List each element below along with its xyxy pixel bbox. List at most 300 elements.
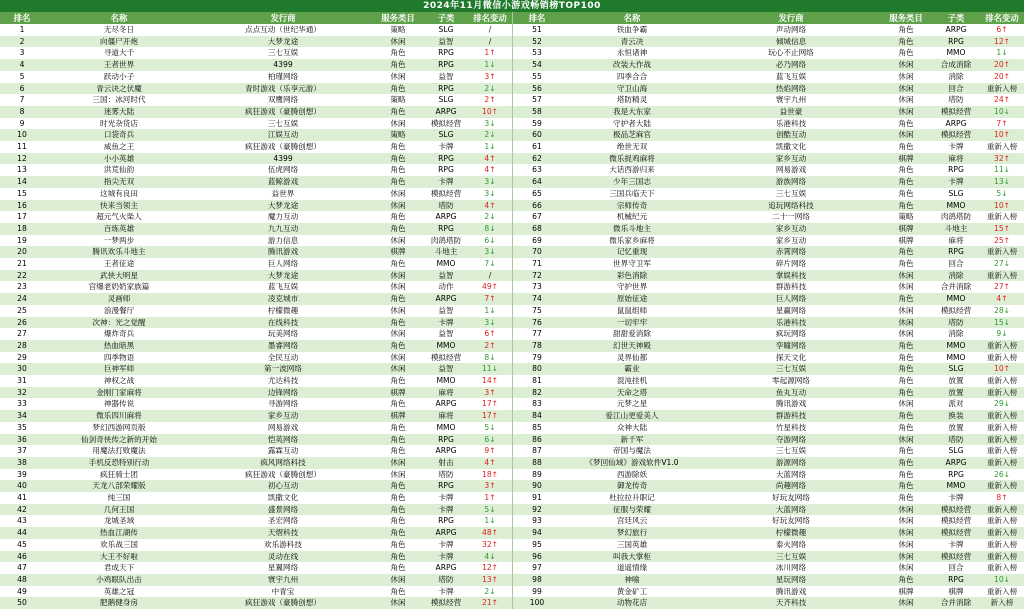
cell-publisher: 游力信息 (267, 235, 299, 245)
cell-category: 休闲 (390, 36, 406, 46)
cell-name-right: 世界守卫军 (613, 259, 651, 268)
cell-change: 32↑ (481, 539, 499, 549)
cell-name: 疯狂骑士团 (100, 469, 138, 479)
cell-rank: 31 (17, 376, 27, 385)
header-publisher-right: 发行商 (778, 13, 804, 23)
cell-publisher-right: 碎片网络 (775, 259, 807, 268)
cell-publisher: 4399 (273, 153, 293, 163)
cell-category: 角色 (390, 539, 406, 549)
cell-change: 3↓ (484, 247, 496, 257)
cell-rank: 32 (17, 387, 27, 397)
cell-publisher-right: 声动网络 (775, 25, 807, 34)
cell-change-right: 重新入榜 (986, 352, 1018, 362)
cell-name: 青云诀之伏魔 (96, 83, 142, 93)
cell-name: 天龙八部荣耀版 (92, 481, 146, 491)
cell-rank-right: 83 (532, 399, 542, 409)
cell-change-right: 重新入榜 (986, 528, 1018, 538)
cell-category: 角色 (390, 60, 406, 70)
cell-subtype: ARPG (435, 528, 457, 538)
cell-change-right: 1↓ (996, 48, 1008, 58)
cell-publisher-right: 群游科技 (775, 411, 807, 421)
cell-change-right: 13↓ (993, 177, 1011, 187)
cell-category-right: 角色 (898, 247, 914, 257)
cell-category: 角色 (390, 340, 406, 350)
cell-publisher: 柠檬微趣 (267, 305, 299, 315)
cell-publisher-right: 掌娱科技 (775, 270, 807, 280)
cell-subtype-right: ARPG (945, 25, 967, 34)
cell-rank: 21 (17, 259, 27, 268)
cell-rank-right: 87 (532, 446, 542, 456)
cell-publisher: 益世界 (271, 188, 295, 198)
cell-change: 2↑ (484, 340, 496, 350)
cell-category-right: 角色 (898, 446, 914, 456)
header-publisher: 发行商 (270, 13, 296, 23)
cell-change-right: 重新入榜 (986, 411, 1018, 421)
cell-change: / (488, 270, 492, 280)
cell-category-right: 休闲 (898, 317, 914, 327)
column-divider (512, 12, 513, 609)
cell-change: 48↑ (481, 528, 499, 538)
cell-category-right: 角色 (898, 259, 914, 268)
cell-name: 武侠大明星 (100, 270, 138, 280)
cell-category-right: 休闲 (898, 270, 914, 280)
cell-name-right: 宫廷风云 (616, 516, 648, 526)
cell-publisher: 大梦龙途 (267, 36, 299, 46)
cell-rank-right: 57 (532, 95, 542, 105)
cell-change-right: 27↓ (993, 259, 1011, 268)
cell-rank: 25 (17, 305, 27, 315)
cell-change-right: 重新入榜 (986, 457, 1018, 467)
cell-rank-right: 81 (532, 376, 542, 385)
cell-subtype-right: 消除 (948, 329, 964, 339)
cell-name: 巨神军师 (103, 364, 135, 374)
cell-publisher-right: 赤霄网络 (775, 247, 807, 257)
cell-rank: 33 (17, 399, 27, 409)
cell-publisher-right: 星赢网络 (775, 305, 807, 315)
cell-rank-right: 56 (532, 83, 542, 93)
cell-publisher-right: 家乡互动 (775, 223, 807, 233)
cell-rank-right: 75 (532, 305, 542, 315)
cell-subtype-right: MMO (946, 294, 966, 304)
cell-category: 角色 (390, 446, 406, 456)
cell-rank: 47 (17, 563, 27, 573)
cell-name: 这城有良田 (100, 188, 138, 198)
cell-rank: 7 (19, 95, 25, 105)
cell-rank-right: 95 (532, 539, 542, 549)
header-category: 服务类目 (381, 13, 415, 23)
cell-name: 手机反恐特别行动 (88, 457, 150, 467)
cell-name: 几何王国 (103, 504, 135, 514)
cell-publisher: 家乡互动 (267, 411, 299, 421)
cell-subtype-right: RPG (948, 469, 964, 479)
cell-change-right: 新入榜 (990, 598, 1014, 608)
cell-change-right: 重新入榜 (986, 446, 1018, 456)
cell-publisher-right: 腾讯游戏 (775, 399, 807, 409)
cell-subtype: 肉鸽塔防 (430, 235, 462, 245)
cell-category-right: 策略 (898, 212, 914, 222)
cell-rank: 40 (17, 481, 27, 491)
cell-rank: 43 (17, 516, 27, 526)
cell-category: 休闲 (390, 574, 406, 584)
header-change: 排名变动 (473, 13, 507, 23)
cell-change: 12↑ (481, 563, 499, 573)
cell-name-right: 极品芝麻官 (613, 130, 651, 140)
cell-rank: 44 (17, 528, 27, 538)
cell-publisher-right: 凯撒文化 (775, 142, 807, 151)
cell-name-right: 梦幻旅行 (616, 528, 648, 538)
cell-name: 跃动小子 (103, 71, 135, 81)
cell-rank: 28 (17, 340, 27, 350)
cell-rank: 42 (17, 504, 27, 514)
cell-rank-right: 66 (532, 200, 542, 210)
cell-subtype: SLG (438, 130, 454, 140)
cell-change-right: 29↓ (993, 399, 1011, 409)
cell-publisher: 点点互动（世纪华通） (245, 25, 321, 34)
cell-change: 13↑ (481, 574, 499, 584)
cell-subtype-right: 回合 (948, 83, 964, 93)
cell-rank-right: 85 (532, 422, 542, 432)
cell-publisher-right: 探天文化 (775, 352, 807, 362)
sheet-title: 2024年11月微信小游戏畅销榜TOP100 (0, 0, 1024, 12)
cell-name-right: 新千军 (620, 434, 644, 444)
cell-category-right: 角色 (898, 376, 914, 385)
cell-subtype: RPG (438, 153, 454, 163)
cell-change: 10↑ (481, 106, 499, 116)
cell-name: 小小英雄 (103, 153, 135, 163)
cell-publisher-right: 二十一网络 (772, 212, 810, 222)
cell-category-right: 角色 (898, 422, 914, 432)
cell-subtype: ARPG (435, 446, 457, 456)
cell-subtype: 模拟经营 (430, 598, 462, 608)
cell-rank: 23 (17, 282, 27, 292)
cell-rank-right: 54 (532, 60, 542, 70)
header-name-right: 名称 (623, 13, 641, 23)
cell-change: 11↓ (481, 364, 499, 374)
cell-publisher-right: 追玩网络科技 (768, 200, 814, 210)
cell-rank-right: 69 (532, 235, 542, 245)
cell-rank-right: 68 (532, 223, 542, 233)
cell-category: 策略 (390, 95, 406, 105)
cell-category: 角色 (390, 212, 406, 222)
cell-publisher-right: 大蓝网络 (775, 504, 807, 514)
cell-subtype: 益智 (438, 364, 454, 374)
cell-rank: 8 (19, 106, 25, 116)
cell-rank-right: 51 (532, 25, 542, 34)
cell-name-right: 四季合合 (616, 71, 648, 81)
cell-name: 神权之战 (103, 376, 135, 385)
cell-subtype: 卡牌 (438, 317, 454, 327)
cell-change-right: 11↓ (993, 165, 1011, 175)
cell-category: 角色 (390, 481, 406, 491)
cell-publisher: 魔力互动 (267, 212, 299, 222)
cell-change-right: 重新入榜 (986, 563, 1018, 573)
cell-change: 4↓ (484, 551, 496, 561)
cell-rank-right: 59 (532, 118, 542, 128)
cell-subtype-right: 模拟经营 (940, 106, 972, 116)
cell-name-right: 一切牢牢 (616, 317, 648, 327)
cell-name-right: 铁血争霸 (616, 25, 648, 34)
cell-subtype-right: 放置 (948, 422, 964, 432)
cell-rank: 46 (17, 551, 27, 561)
cell-change: 4↑ (484, 153, 496, 163)
cell-rank-right: 71 (532, 259, 542, 268)
cell-publisher: 4399 (273, 60, 293, 70)
cell-change-right: 10↑ (993, 200, 1011, 210)
cell-rank: 11 (17, 142, 27, 151)
cell-rank: 15 (17, 188, 27, 198)
cell-rank: 50 (17, 598, 27, 608)
cell-rank-right: 97 (532, 563, 542, 573)
cell-rank-right: 76 (532, 317, 542, 327)
cell-change-right: 20↑ (993, 60, 1011, 70)
cell-category-right: 角色 (898, 165, 914, 175)
cell-name-right: 守卫山海 (616, 83, 648, 93)
cell-rank-right: 60 (532, 130, 542, 140)
cell-rank-right: 52 (532, 36, 542, 46)
cell-publisher-right: 三七互娱 (775, 446, 807, 456)
cell-category-right: 角色 (898, 118, 914, 128)
cell-category-right: 角色 (898, 48, 914, 58)
cell-category: 角色 (390, 317, 406, 327)
cell-rank-right: 73 (532, 282, 542, 292)
cell-change: 5↓ (484, 422, 496, 432)
cell-name-right: 神喻 (624, 574, 640, 584)
cell-change-right: 重新入榜 (986, 340, 1018, 350)
cell-publisher: 疯狂游戏（豪腾创想） (245, 142, 321, 151)
cell-subtype-right: 模拟经营 (940, 130, 972, 140)
cell-category: 休闲 (390, 188, 406, 198)
cell-change: 8↓ (484, 352, 496, 362)
cell-publisher: 青时游戏（乐享元游） (245, 83, 321, 93)
cell-publisher: 蓝飞互娱 (267, 282, 299, 292)
cell-publisher: 寻游网络 (267, 399, 299, 409)
cell-name: 超元气火柴人 (96, 212, 142, 222)
cell-publisher: 九九互动 (267, 223, 299, 233)
cell-name-right: 微乐捉鸡麻将 (609, 153, 655, 163)
cell-publisher: 疯风网络科技 (260, 457, 306, 467)
cell-rank-right: 64 (532, 177, 542, 187)
cell-subtype-right: MMO (946, 352, 966, 362)
cell-category-right: 棋牌 (898, 153, 914, 163)
cell-category: 角色 (390, 223, 406, 233)
cell-subtype-right: 放置 (948, 376, 964, 385)
cell-name: 指尖无双 (103, 177, 135, 187)
cell-publisher: 边锋网络 (267, 387, 299, 397)
cell-subtype: 卡牌 (438, 493, 454, 502)
cell-name: 四季物语 (103, 352, 135, 362)
cell-name: 纯三国 (107, 493, 131, 502)
cell-name: 仙剑奇侠传之新的开始 (81, 434, 157, 444)
cell-category-right: 角色 (898, 25, 914, 34)
cell-rank: 34 (17, 411, 27, 421)
cell-subtype-right: RPG (948, 247, 964, 257)
cell-subtype: 射击 (438, 457, 454, 467)
cell-category-right: 角色 (898, 177, 914, 187)
cell-subtype: RPG (438, 434, 454, 444)
cell-name: 口袋奇兵 (103, 130, 135, 140)
cell-publisher: 柏瑾网络 (267, 71, 299, 81)
cell-rank-right: 53 (532, 48, 542, 58)
cell-name: 用魔法打败魔法 (92, 446, 146, 456)
cell-category-right: 休闲 (898, 130, 914, 140)
cell-category: 角色 (390, 376, 406, 385)
cell-change-right: 重新入榜 (986, 539, 1018, 549)
cell-rank: 22 (17, 270, 27, 280)
cell-category-right: 休闲 (898, 71, 914, 81)
cell-rank-right: 89 (532, 469, 542, 479)
cell-subtype: MMO (436, 259, 456, 268)
cell-category-right: 角色 (898, 387, 914, 397)
cell-subtype-right: RPG (948, 165, 964, 175)
cell-rank-right: 65 (532, 188, 542, 198)
cell-rank: 26 (17, 317, 27, 327)
cell-rank: 14 (17, 177, 27, 187)
cell-category: 休闲 (390, 270, 406, 280)
cell-name-right: 记忆重现 (616, 247, 648, 257)
cell-category: 角色 (390, 422, 406, 432)
cell-publisher: 寰宇九州 (267, 574, 299, 584)
cell-name: 时光杂货店 (100, 118, 138, 128)
cell-publisher-right: 大蓝网络 (775, 469, 807, 479)
cell-change-right: 26↓ (993, 469, 1011, 479)
cell-change: 6↓ (484, 434, 496, 444)
cell-name: 君成天下 (103, 563, 135, 573)
cell-rank-right: 96 (532, 551, 542, 561)
cell-publisher-right: 群游科技 (775, 282, 807, 292)
cell-name: 咸鱼之王 (103, 142, 135, 151)
cell-category-right: 角色 (898, 457, 914, 467)
cell-category: 休闲 (390, 598, 406, 608)
cell-subtype: SLG (438, 95, 454, 105)
cell-name: 快来当领主 (100, 200, 138, 210)
cell-category-right: 角色 (898, 469, 914, 479)
cell-change: / (488, 25, 492, 34)
cell-publisher: 双鹰网络 (267, 95, 299, 105)
cell-name-right: 霸业 (624, 364, 640, 374)
cell-subtype: 卡牌 (438, 504, 454, 514)
cell-rank: 4 (19, 60, 25, 70)
cell-publisher-right: 尚趣网络 (775, 481, 807, 491)
cell-change: 1↓ (484, 305, 496, 315)
cell-publisher: 蓝鲸游戏 (267, 177, 299, 187)
cell-change-right: 重新入榜 (986, 247, 1018, 257)
cell-category: 休闲 (390, 118, 406, 128)
cell-name-right: 动物花店 (616, 598, 648, 608)
cell-category: 策略 (390, 130, 406, 140)
cell-subtype-right: 塔防 (948, 434, 964, 444)
cell-publisher-right: 好玩友网络 (772, 516, 810, 526)
cell-publisher-right: 网易游戏 (775, 165, 807, 175)
cell-rank-right: 61 (532, 142, 542, 151)
cell-subtype: 塔防 (438, 200, 454, 210)
cell-subtype-right: ARPG (945, 457, 967, 467)
cell-category: 休闲 (390, 235, 406, 245)
cell-subtype-right: 塔防 (948, 317, 964, 327)
cell-change: 6↑ (484, 329, 496, 339)
cell-name: 大王不好啦 (100, 551, 138, 561)
cell-publisher: 大梦龙途 (267, 200, 299, 210)
cell-subtype-right: 肉鸽塔防 (940, 212, 972, 222)
cell-change-right: 重新入榜 (986, 504, 1018, 514)
cell-category-right: 休闲 (898, 434, 914, 444)
cell-name: 寻道大千 (103, 48, 135, 58)
cell-subtype: ARPG (435, 294, 457, 304)
cell-rank: 41 (17, 493, 27, 502)
cell-category-right: 角色 (898, 188, 914, 198)
cell-rank-right: 88 (532, 457, 542, 467)
cell-category: 角色 (390, 106, 406, 116)
cell-name-right: 守护者大陆 (613, 118, 651, 128)
cell-rank: 13 (17, 165, 27, 175)
cell-subtype: 麻将 (438, 411, 454, 421)
cell-subtype: RPG (438, 48, 454, 58)
cell-publisher: 初心互动 (267, 481, 299, 491)
cell-category: 角色 (390, 493, 406, 502)
cell-publisher: 盛景网络 (267, 504, 299, 514)
cell-change: 2↓ (484, 130, 496, 140)
cell-category-right: 角色 (898, 364, 914, 374)
cell-name-right: 黄金矿工 (616, 586, 648, 596)
cell-publisher-right: 玩心不止网络 (768, 48, 814, 58)
cell-name-right: 塔防精灵 (616, 95, 648, 105)
cell-publisher: 三七互娱 (267, 48, 299, 58)
cell-name-right: 微乐家乡麻将 (609, 235, 655, 245)
cell-change-right: 重新入榜 (986, 387, 1018, 397)
cell-rank: 16 (17, 200, 27, 210)
cell-change: 3↑ (484, 387, 496, 397)
cell-subtype-right: MMO (946, 340, 966, 350)
cell-subtype: RPG (438, 60, 454, 70)
cell-publisher-right: 鱼丸互动 (775, 387, 807, 397)
cell-publisher: 玩美网络 (267, 329, 299, 339)
cell-category: 休闲 (390, 457, 406, 467)
cell-name-right: 御龙传奇 (616, 481, 648, 491)
cell-rank-right: 84 (532, 411, 542, 421)
cell-rank-right: 86 (532, 434, 542, 444)
cell-subtype-right: 麻将 (948, 235, 964, 245)
cell-change-right: 重新入榜 (986, 422, 1018, 432)
cell-subtype-right: 消除 (948, 270, 964, 280)
cell-category-right: 棋牌 (898, 235, 914, 245)
cell-change-right: 10↓ (993, 574, 1011, 584)
cell-name: 龙城圣域 (103, 516, 135, 526)
cell-publisher-right: 必乃网络 (775, 60, 807, 70)
cell-change-right: 重新入榜 (986, 434, 1018, 444)
cell-category: 角色 (390, 294, 406, 304)
cell-category: 角色 (390, 434, 406, 444)
cell-name-right: 幻世天神殿 (613, 340, 651, 350)
cell-category: 角色 (390, 153, 406, 163)
cell-name: 欢乐战三国 (100, 539, 138, 549)
cell-name: 百炼英雄 (103, 223, 135, 233)
cell-name-right: 甜甜爱消除 (613, 329, 651, 339)
cell-subtype: SLG (438, 25, 454, 34)
cell-publisher: 疯狂游戏（豪腾创想） (245, 598, 321, 608)
cell-change: 2↓ (484, 212, 496, 222)
cell-rank-right: 100 (529, 598, 545, 608)
cell-name: 英雄之冠 (103, 586, 135, 596)
cell-publisher-right: 腾讯游戏 (775, 586, 807, 596)
cell-subtype-right: RPG (948, 36, 964, 46)
cell-subtype-right: 塔防 (948, 95, 964, 105)
cell-name: 热血江湖传 (100, 528, 138, 538)
cell-subtype-right: 卡牌 (948, 539, 964, 549)
cell-change-right: 25↑ (993, 235, 1011, 245)
cell-publisher: 全民互动 (267, 352, 299, 362)
cell-rank: 24 (17, 294, 27, 304)
cell-rank-right: 91 (532, 493, 542, 502)
cell-rank: 36 (17, 434, 27, 444)
